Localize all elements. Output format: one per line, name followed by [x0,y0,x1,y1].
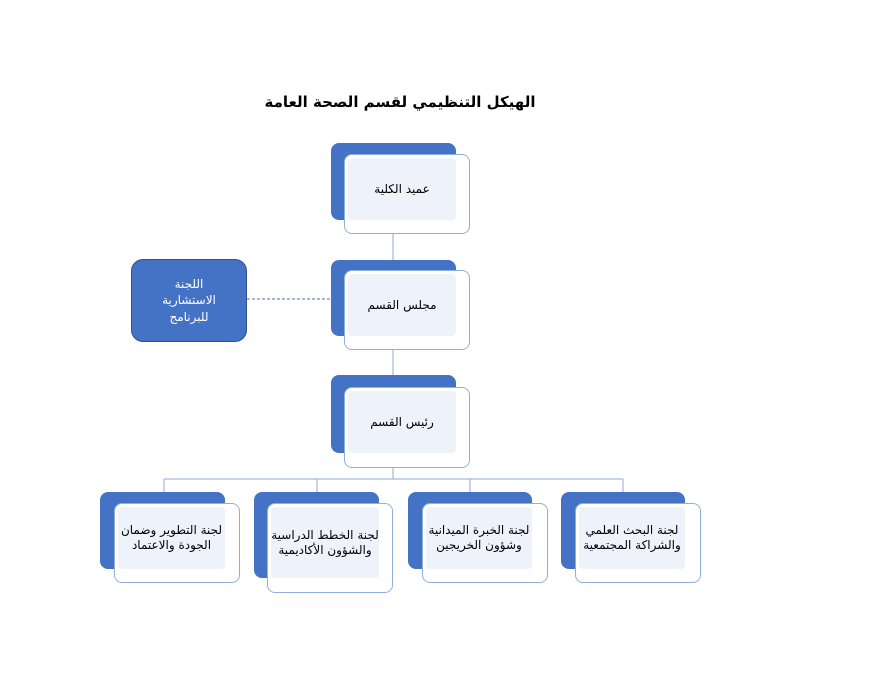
advisory-committee-box: اللجنة الاستشارية للبرنامج [131,259,247,342]
dean-label: عميد الكلية [348,158,456,220]
chart-title: الهيكل التنظيمي لقسم الصحة العامة [264,93,536,111]
committee-quality-label: لجنة التطوير وضمان الجودة والاعتماد [118,507,225,569]
committee-field-label: لجنة الخبرة الميدانية وشؤون الخريجين [426,507,532,569]
committee-curriculum-label: لجنة الخطط الدراسية والشؤون الأكاديمية [271,507,379,578]
head-label: رئيس القسم [348,391,456,453]
committee-research-label: لجنة البحث العلمي والشراكة المجتمعية [579,507,685,569]
council-label: مجلس القسم [348,274,456,336]
